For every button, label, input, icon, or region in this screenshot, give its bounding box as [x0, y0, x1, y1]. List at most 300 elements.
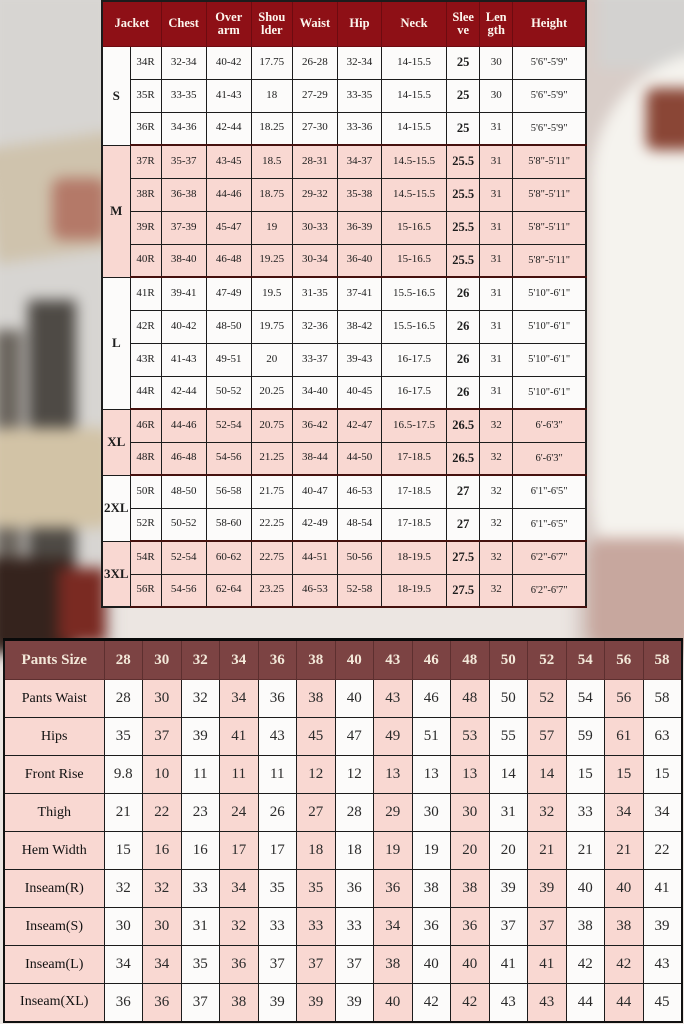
- pants-value-cell: 13: [451, 756, 490, 794]
- jacket-table-row: [102, 178, 586, 211]
- pants-value-cell: 37: [258, 946, 297, 984]
- jacket-value-cell: 27: [447, 475, 480, 508]
- jacket-value-cell: 5'6"-5'9": [513, 79, 586, 112]
- jacket-value-cell: 31-35: [292, 277, 337, 310]
- pants-value-cell: 42: [451, 984, 490, 1022]
- jacket-value-cell: 42-44: [206, 112, 251, 145]
- pants-value-cell: 29: [374, 794, 413, 832]
- pants-size-column-header: 40: [335, 640, 374, 680]
- pants-size-column-header: 56: [605, 640, 644, 680]
- jacket-value-cell: 48-50: [161, 475, 206, 508]
- pants-value-cell: 45: [297, 718, 336, 756]
- pants-value-cell: 21: [104, 794, 143, 832]
- pants-value-cell: 38: [220, 984, 259, 1022]
- jacket-value-cell: 5'10"-6'1": [513, 343, 586, 376]
- jacket-value-cell: 38-42: [337, 310, 381, 343]
- jacket-value-cell: 18: [251, 79, 292, 112]
- jacket-value-cell: 49-51: [206, 343, 251, 376]
- size-group-label: M: [102, 145, 130, 277]
- jacket-size-cell: 40R: [130, 244, 161, 277]
- pants-value-cell: 32: [181, 680, 220, 718]
- jacket-value-cell: 5'8"-5'11": [513, 244, 586, 277]
- jacket-value-cell: 5'10"-6'1": [513, 277, 586, 310]
- jacket-value-cell: 25: [447, 46, 480, 79]
- pants-size-column-header: 43: [374, 640, 413, 680]
- pants-value-cell: 30: [143, 680, 182, 718]
- jacket-value-cell: 26: [447, 277, 480, 310]
- pants-size-column-header: 58: [643, 640, 682, 680]
- jacket-table-row: [102, 541, 586, 574]
- pants-value-cell: 30: [104, 908, 143, 946]
- jacket-value-cell: 6'1"-6'5": [513, 508, 586, 541]
- jacket-table-row: [102, 442, 586, 475]
- jacket-column-header: Hip: [337, 1, 381, 46]
- pants-value-cell: 38: [605, 908, 644, 946]
- background-blur-shape: [52, 178, 107, 240]
- pants-value-cell: 38: [451, 870, 490, 908]
- pants-value-cell: 49: [374, 718, 413, 756]
- jacket-value-cell: 5'6"-5'9": [513, 46, 586, 79]
- pants-row-label: Front Rise: [4, 756, 104, 794]
- jacket-value-cell: 27-30: [292, 112, 337, 145]
- jacket-column-header: Slee ve: [447, 1, 480, 46]
- pants-table-row: [4, 870, 682, 908]
- jacket-value-cell: 16-17.5: [382, 376, 447, 409]
- pants-value-cell: 43: [374, 680, 413, 718]
- jacket-value-cell: 18-19.5: [382, 541, 447, 574]
- pants-value-cell: 33: [181, 870, 220, 908]
- pants-value-cell: 42: [412, 984, 451, 1022]
- pants-value-cell: 39: [335, 984, 374, 1022]
- jacket-value-cell: 27.5: [447, 541, 480, 574]
- jacket-table-row: [102, 343, 586, 376]
- pants-value-cell: 31: [181, 908, 220, 946]
- jacket-size-cell: 54R: [130, 541, 161, 574]
- jacket-value-cell: 6'-6'3": [513, 409, 586, 442]
- pants-value-cell: 33: [335, 908, 374, 946]
- jacket-value-cell: 50-56: [337, 541, 381, 574]
- background-blur-shape: [58, 568, 106, 643]
- jacket-value-cell: 14-15.5: [382, 112, 447, 145]
- background-blur-shape: [646, 88, 684, 150]
- pants-value-cell: 37: [297, 946, 336, 984]
- jacket-value-cell: 26-28: [292, 46, 337, 79]
- jacket-table-row: [102, 475, 586, 508]
- jacket-size-cell: 41R: [130, 277, 161, 310]
- jacket-table-row: [102, 46, 586, 79]
- jacket-value-cell: 48-50: [206, 310, 251, 343]
- jacket-value-cell: 17.75: [251, 46, 292, 79]
- jacket-value-cell: 31: [480, 211, 513, 244]
- jacket-value-cell: 31: [480, 178, 513, 211]
- pants-value-cell: 13: [412, 756, 451, 794]
- jacket-value-cell: 62-64: [206, 574, 251, 607]
- pants-value-cell: 36: [451, 908, 490, 946]
- pants-value-cell: 40: [335, 680, 374, 718]
- jacket-value-cell: 25: [447, 79, 480, 112]
- pants-value-cell: 43: [643, 946, 682, 984]
- pants-size-table: [3, 638, 683, 1023]
- jacket-value-cell: 34-37: [337, 145, 381, 178]
- jacket-value-cell: 17-18.5: [382, 442, 447, 475]
- jacket-value-cell: 5'10"-6'1": [513, 310, 586, 343]
- jacket-size-cell: 50R: [130, 475, 161, 508]
- pants-value-cell: 34: [605, 794, 644, 832]
- pants-value-cell: 45: [643, 984, 682, 1022]
- jacket-value-cell: 47-49: [206, 277, 251, 310]
- pants-value-cell: 27: [297, 794, 336, 832]
- pants-value-cell: 20: [489, 832, 528, 870]
- jacket-value-cell: 32-34: [337, 46, 381, 79]
- pants-value-cell: 40: [605, 870, 644, 908]
- pants-size-column-header: 32: [181, 640, 220, 680]
- pants-value-cell: 19: [412, 832, 451, 870]
- jacket-size-cell: 44R: [130, 376, 161, 409]
- pants-row-label: Hem Width: [4, 832, 104, 870]
- jacket-value-cell: 19.75: [251, 310, 292, 343]
- jacket-value-cell: 15.5-16.5: [382, 310, 447, 343]
- jacket-value-cell: 31: [480, 277, 513, 310]
- jacket-value-cell: 60-62: [206, 541, 251, 574]
- pants-value-cell: 41: [643, 870, 682, 908]
- jacket-value-cell: 38-44: [292, 442, 337, 475]
- jacket-value-cell: 22.25: [251, 508, 292, 541]
- pants-value-cell: 40: [451, 946, 490, 984]
- pants-value-cell: 35: [258, 870, 297, 908]
- pants-value-cell: 31: [489, 794, 528, 832]
- jacket-value-cell: 18.75: [251, 178, 292, 211]
- pants-value-cell: 37: [335, 946, 374, 984]
- jacket-value-cell: 6'2"-6'7": [513, 574, 586, 607]
- jacket-size-cell: 43R: [130, 343, 161, 376]
- pants-value-cell: 36: [374, 870, 413, 908]
- jacket-table-row: [102, 508, 586, 541]
- pants-value-cell: 18: [297, 832, 336, 870]
- jacket-size-cell: 56R: [130, 574, 161, 607]
- pants-value-cell: 42: [566, 946, 605, 984]
- pants-value-cell: 34: [143, 946, 182, 984]
- pants-value-cell: 32: [104, 870, 143, 908]
- jacket-value-cell: 14-15.5: [382, 79, 447, 112]
- pants-value-cell: 13: [374, 756, 413, 794]
- jacket-value-cell: 19.25: [251, 244, 292, 277]
- jacket-value-cell: 48-54: [337, 508, 381, 541]
- jacket-value-cell: 46-48: [161, 442, 206, 475]
- pants-value-cell: 41: [489, 946, 528, 984]
- pants-value-cell: 47: [335, 718, 374, 756]
- pants-value-cell: 36: [412, 908, 451, 946]
- pants-row-label: Inseam(XL): [4, 984, 104, 1022]
- pants-size-column-header: 48: [451, 640, 490, 680]
- pants-value-cell: 9.8: [104, 756, 143, 794]
- jacket-value-cell: 29-32: [292, 178, 337, 211]
- pants-value-cell: 34: [643, 794, 682, 832]
- jacket-value-cell: 25.5: [447, 145, 480, 178]
- jacket-value-cell: 45-47: [206, 211, 251, 244]
- jacket-value-cell: 30-33: [292, 211, 337, 244]
- pants-value-cell: 34: [374, 908, 413, 946]
- pants-value-cell: 21: [605, 832, 644, 870]
- jacket-value-cell: 46-53: [292, 574, 337, 607]
- jacket-value-cell: 33-35: [337, 79, 381, 112]
- jacket-value-cell: 30-34: [292, 244, 337, 277]
- pants-value-cell: 55: [489, 718, 528, 756]
- pants-value-cell: 34: [220, 680, 259, 718]
- pants-size-column-header: 46: [412, 640, 451, 680]
- pants-value-cell: 48: [451, 680, 490, 718]
- jacket-size-cell: 48R: [130, 442, 161, 475]
- pants-value-cell: 22: [643, 832, 682, 870]
- pants-value-cell: 39: [258, 984, 297, 1022]
- jacket-value-cell: 32: [480, 409, 513, 442]
- pants-size-column-header: 54: [566, 640, 605, 680]
- pants-value-cell: 21: [566, 832, 605, 870]
- pants-value-cell: 32: [220, 908, 259, 946]
- jacket-value-cell: 25.5: [447, 178, 480, 211]
- background-blur-shape: [588, 538, 684, 648]
- size-group-label: 3XL: [102, 541, 130, 607]
- pants-value-cell: 34: [220, 870, 259, 908]
- pants-size-column-header: 28: [104, 640, 143, 680]
- jacket-value-cell: 36-40: [337, 244, 381, 277]
- jacket-column-header: Jacket: [102, 1, 161, 46]
- pants-value-cell: 12: [297, 756, 336, 794]
- pants-value-cell: 23: [181, 794, 220, 832]
- pants-table-row: [4, 794, 682, 832]
- jacket-value-cell: 26: [447, 343, 480, 376]
- jacket-value-cell: 5'10"-6'1": [513, 376, 586, 409]
- pants-value-cell: 51: [412, 718, 451, 756]
- pants-value-cell: 40: [412, 946, 451, 984]
- background-blur-shape: [598, 0, 684, 68]
- pants-value-cell: 54: [566, 680, 605, 718]
- jacket-value-cell: 41-43: [206, 79, 251, 112]
- jacket-value-cell: 31: [480, 376, 513, 409]
- jacket-value-cell: 41-43: [161, 343, 206, 376]
- jacket-value-cell: 22.75: [251, 541, 292, 574]
- pants-table-row: [4, 718, 682, 756]
- jacket-value-cell: 40-42: [161, 310, 206, 343]
- pants-value-cell: 44: [566, 984, 605, 1022]
- pants-value-cell: 18: [335, 832, 374, 870]
- jacket-value-cell: 14.5-15.5: [382, 145, 447, 178]
- jacket-value-cell: 36-39: [337, 211, 381, 244]
- jacket-value-cell: 21.75: [251, 475, 292, 508]
- jacket-value-cell: 27: [447, 508, 480, 541]
- pants-value-cell: 43: [258, 718, 297, 756]
- jacket-value-cell: 23.25: [251, 574, 292, 607]
- jacket-value-cell: 58-60: [206, 508, 251, 541]
- pants-size-column-header: 50: [489, 640, 528, 680]
- pants-value-cell: 41: [220, 718, 259, 756]
- jacket-value-cell: 20.75: [251, 409, 292, 442]
- jacket-value-cell: 35-37: [161, 145, 206, 178]
- pants-value-cell: 57: [528, 718, 567, 756]
- jacket-value-cell: 20: [251, 343, 292, 376]
- pants-value-cell: 44: [605, 984, 644, 1022]
- pants-value-cell: 11: [258, 756, 297, 794]
- pants-row-label: Pants Waist: [4, 680, 104, 718]
- jacket-value-cell: 42-49: [292, 508, 337, 541]
- jacket-value-cell: 6'2"-6'7": [513, 541, 586, 574]
- pants-value-cell: 36: [258, 680, 297, 718]
- jacket-size-table: [101, 0, 587, 608]
- jacket-table-row: [102, 112, 586, 145]
- pants-value-cell: 14: [528, 756, 567, 794]
- jacket-value-cell: 19.5: [251, 277, 292, 310]
- jacket-value-cell: 14.5-15.5: [382, 178, 447, 211]
- pants-value-cell: 33: [566, 794, 605, 832]
- jacket-value-cell: 33-37: [292, 343, 337, 376]
- jacket-value-cell: 54-56: [161, 574, 206, 607]
- pants-row-label: Inseam(L): [4, 946, 104, 984]
- jacket-value-cell: 25: [447, 112, 480, 145]
- pants-size-column-header: 30: [143, 640, 182, 680]
- jacket-value-cell: 18.5: [251, 145, 292, 178]
- jacket-value-cell: 50-52: [161, 508, 206, 541]
- jacket-table-row: [102, 409, 586, 442]
- jacket-column-header: Neck: [382, 1, 447, 46]
- jacket-value-cell: 54-56: [206, 442, 251, 475]
- pants-value-cell: 20: [451, 832, 490, 870]
- jacket-column-header: Len gth: [480, 1, 513, 46]
- pants-value-cell: 36: [220, 946, 259, 984]
- jacket-value-cell: 27-29: [292, 79, 337, 112]
- pants-value-cell: 39: [489, 870, 528, 908]
- jacket-value-cell: 32: [480, 574, 513, 607]
- jacket-table-row: [102, 145, 586, 178]
- pants-value-cell: 30: [451, 794, 490, 832]
- pants-value-cell: 15: [104, 832, 143, 870]
- jacket-size-cell: 38R: [130, 178, 161, 211]
- jacket-value-cell: 14-15.5: [382, 46, 447, 79]
- jacket-value-cell: 33-36: [337, 112, 381, 145]
- jacket-value-cell: 20.25: [251, 376, 292, 409]
- jacket-value-cell: 56-58: [206, 475, 251, 508]
- pants-value-cell: 21: [528, 832, 567, 870]
- pants-value-cell: 43: [528, 984, 567, 1022]
- jacket-size-cell: 46R: [130, 409, 161, 442]
- jacket-value-cell: 52-54: [206, 409, 251, 442]
- jacket-value-cell: 44-51: [292, 541, 337, 574]
- pants-value-cell: 56: [605, 680, 644, 718]
- jacket-table-row: [102, 574, 586, 607]
- pants-value-cell: 32: [143, 870, 182, 908]
- pants-value-cell: 33: [258, 908, 297, 946]
- jacket-table-row: [102, 310, 586, 343]
- jacket-value-cell: 31: [480, 244, 513, 277]
- pants-value-cell: 36: [104, 984, 143, 1022]
- jacket-size-cell: 39R: [130, 211, 161, 244]
- pants-value-cell: 59: [566, 718, 605, 756]
- pants-value-cell: 14: [489, 756, 528, 794]
- jacket-size-cell: 34R: [130, 46, 161, 79]
- jacket-value-cell: 31: [480, 343, 513, 376]
- pants-value-cell: 40: [374, 984, 413, 1022]
- pants-value-cell: 39: [528, 870, 567, 908]
- background-blur-shape: [0, 428, 113, 528]
- jacket-value-cell: 39-41: [161, 277, 206, 310]
- pants-value-cell: 42: [605, 946, 644, 984]
- pants-value-cell: 17: [220, 832, 259, 870]
- jacket-value-cell: 42-44: [161, 376, 206, 409]
- jacket-value-cell: 44-46: [206, 178, 251, 211]
- pants-value-cell: 37: [489, 908, 528, 946]
- jacket-value-cell: 15.5-16.5: [382, 277, 447, 310]
- jacket-column-header: Over arm: [206, 1, 251, 46]
- jacket-value-cell: 25.5: [447, 211, 480, 244]
- jacket-value-cell: 18-19.5: [382, 574, 447, 607]
- jacket-value-cell: 16-17.5: [382, 343, 447, 376]
- pants-value-cell: 38: [297, 680, 336, 718]
- jacket-value-cell: 44-46: [161, 409, 206, 442]
- jacket-value-cell: 50-52: [206, 376, 251, 409]
- pants-value-cell: 61: [605, 718, 644, 756]
- pants-value-cell: 58: [643, 680, 682, 718]
- jacket-value-cell: 34-36: [161, 112, 206, 145]
- pants-value-cell: 39: [643, 908, 682, 946]
- pants-row-label: Inseam(S): [4, 908, 104, 946]
- pants-value-cell: 53: [451, 718, 490, 756]
- pants-value-cell: 26: [258, 794, 297, 832]
- pants-size-column-header: 34: [220, 640, 259, 680]
- pants-table-row: [4, 680, 682, 718]
- jacket-value-cell: 27.5: [447, 574, 480, 607]
- jacket-column-header: Waist: [292, 1, 337, 46]
- jacket-value-cell: 39-43: [337, 343, 381, 376]
- pants-value-cell: 39: [181, 718, 220, 756]
- pants-value-cell: 16: [181, 832, 220, 870]
- jacket-size-cell: 35R: [130, 79, 161, 112]
- pants-table-row: [4, 984, 682, 1022]
- pants-value-cell: 38: [412, 870, 451, 908]
- jacket-value-cell: 42-47: [337, 409, 381, 442]
- pants-value-cell: 12: [335, 756, 374, 794]
- jacket-value-cell: 17-18.5: [382, 475, 447, 508]
- jacket-value-cell: 32-36: [292, 310, 337, 343]
- pants-value-cell: 28: [335, 794, 374, 832]
- pants-value-cell: 30: [143, 908, 182, 946]
- pants-value-cell: 28: [104, 680, 143, 718]
- jacket-value-cell: 33-35: [161, 79, 206, 112]
- pants-value-cell: 46: [412, 680, 451, 718]
- jacket-value-cell: 25.5: [447, 244, 480, 277]
- jacket-value-cell: 15-16.5: [382, 244, 447, 277]
- pants-value-cell: 36: [143, 984, 182, 1022]
- jacket-value-cell: 46-48: [206, 244, 251, 277]
- size-group-label: L: [102, 277, 130, 409]
- pants-value-cell: 40: [566, 870, 605, 908]
- jacket-value-cell: 19: [251, 211, 292, 244]
- jacket-value-cell: 6'1"-6'5": [513, 475, 586, 508]
- jacket-value-cell: 32: [480, 508, 513, 541]
- pants-value-cell: 63: [643, 718, 682, 756]
- jacket-table-row: [102, 211, 586, 244]
- pants-value-cell: 36: [335, 870, 374, 908]
- pants-value-cell: 24: [220, 794, 259, 832]
- pants-value-cell: 33: [297, 908, 336, 946]
- pants-size-column-header: 38: [297, 640, 336, 680]
- jacket-table-row: [102, 244, 586, 277]
- pants-row-label: Hips: [4, 718, 104, 756]
- pants-size-column-header: 52: [528, 640, 567, 680]
- jacket-value-cell: 5'8"-5'11": [513, 145, 586, 178]
- jacket-value-cell: 44-50: [337, 442, 381, 475]
- pants-value-cell: 37: [181, 984, 220, 1022]
- jacket-size-cell: 42R: [130, 310, 161, 343]
- jacket-value-cell: 5'8"-5'11": [513, 178, 586, 211]
- pants-value-cell: 22: [143, 794, 182, 832]
